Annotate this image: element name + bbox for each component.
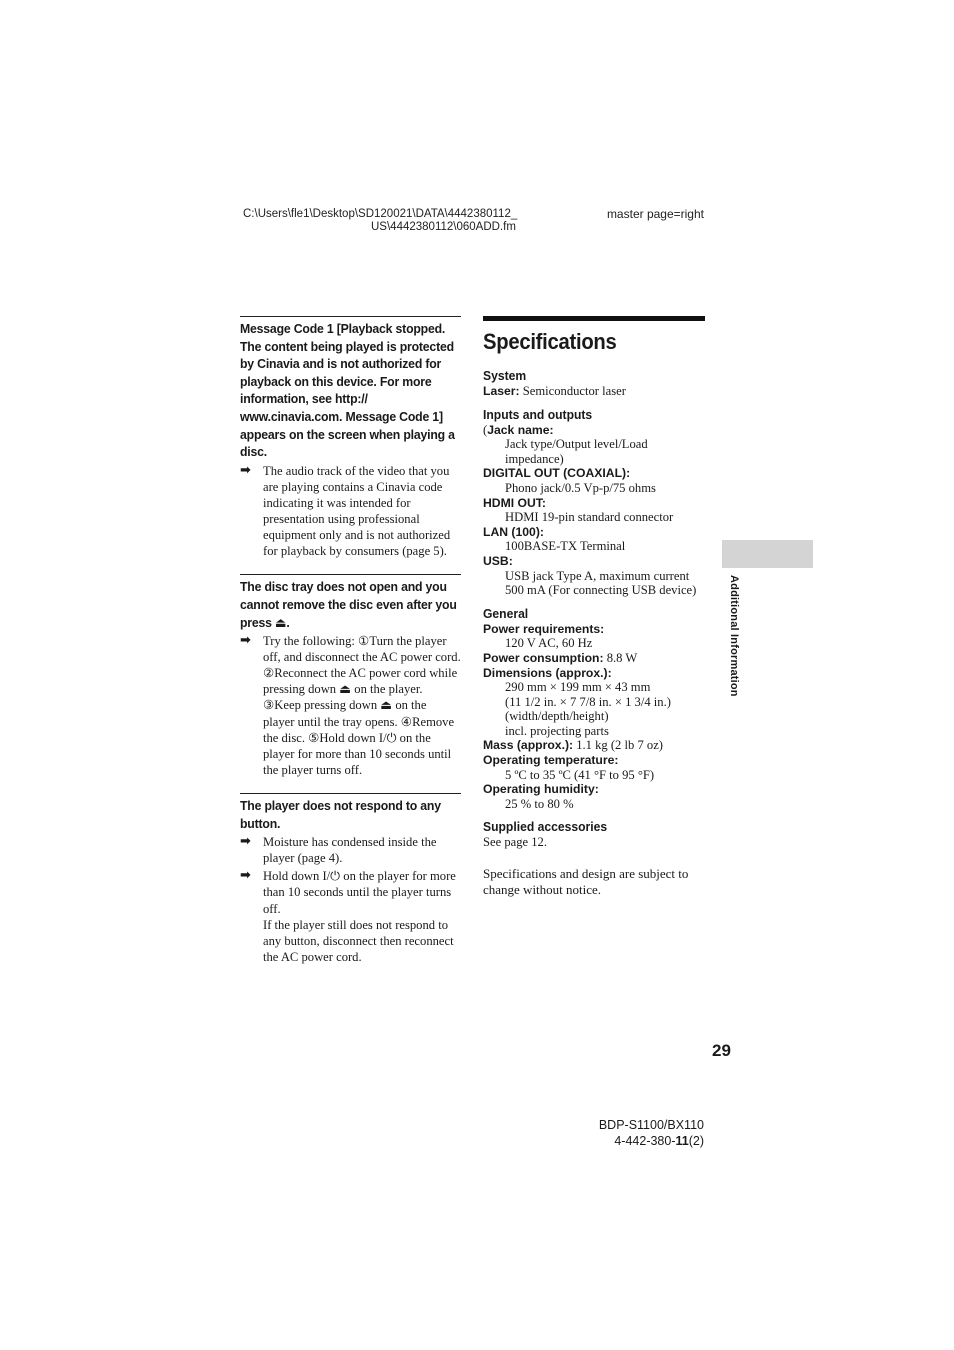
trouble-item [240, 574, 461, 778]
page-number: 29 [712, 1041, 731, 1060]
file-path [243, 208, 523, 234]
spec-key: LAN (100): [483, 524, 544, 539]
spec-value: See page 12. [483, 835, 547, 850]
remedy-text: Try the following: ①Turn the player off, and disconnect the AC power cord. ②Reconnect the AC power cord while pressing down ⏏ on the player. ③Keep pressing down ⏏ on the player until the tray opens. ④Remove the disc. ⑤Hold down I/⏻ on the player for more than 10 seconds until the player turns off. [263, 634, 461, 777]
spec-row [483, 753, 705, 768]
spec-value: (11 1/2 in. × 7 7/8 in. × 1 3/4 in.) [505, 694, 671, 709]
model-code-prefix: 4-442-380- [614, 1134, 676, 1148]
spec-value: 290 mm × 199 mm × 43 mm [505, 680, 651, 695]
spec-row: (Jack name: [483, 422, 554, 437]
remedy [240, 633, 461, 778]
spec-value: 100BASE-TX Terminal [505, 539, 626, 554]
arrow-right-icon: ➡ [240, 868, 251, 884]
trouble-item [240, 316, 461, 559]
spec-row [483, 782, 705, 797]
spec-value: Jack type/Output level/Load impedance) [505, 437, 648, 466]
spec-value: 1.1 kg (2 lb 7 oz) [576, 738, 663, 753]
model-code-suffix: (2) [688, 1134, 704, 1148]
spec-row [483, 384, 705, 399]
remedy-text: The audio track of the video that you are playing contains a Cinavia code indicating it was intended for presentation using professional equipment only and is not authorized for playback by consumers (page 5). [263, 463, 451, 559]
model-info [599, 1117, 704, 1149]
spec-key: Operating temperature: [483, 753, 619, 768]
spec-value: 500 mA (For connecting USB device) [505, 583, 697, 598]
spec-key: Laser: [483, 384, 520, 398]
spec-row [483, 554, 705, 569]
spec-row [483, 738, 705, 753]
file-path-line2: US\4442380112\060ADD.fm [371, 221, 516, 233]
specs-notice: Specifications and design are subject to change without notice. [483, 866, 689, 898]
spec-value: HDMI 19-pin standard connector [505, 510, 674, 525]
spec-value: USB jack Type A, maximum current [505, 568, 690, 583]
page-title: Specifications [483, 329, 617, 354]
trouble-item [240, 793, 461, 965]
spec-value: incl. projecting parts [505, 723, 609, 738]
trouble-title: The player does not respond to any button. [240, 797, 441, 831]
model-name: BDP-S1100/BX110 [598, 1118, 704, 1132]
spec-key: Power consumption: [483, 650, 604, 665]
spec-row [483, 525, 705, 540]
trouble-title: Message Code 1 [Playback stopped. The content being played is protected by Cinavia and is not authorized for playback on this device. For more information, see http:// www.cinavia.com. Message Code 1] appears on the screen when playing a disc. [240, 321, 455, 460]
spec-value: Phono jack/0.5 Vp-p/75 ohms [505, 480, 656, 495]
remedy-text: Moisture has condensed inside the player (page 4). [263, 835, 437, 866]
section-heading: Supplied accessories [483, 819, 608, 835]
spec-key: HDMI OUT: [483, 495, 546, 510]
remedy-text [263, 868, 461, 965]
model-code [599, 1133, 704, 1149]
spec-value: 25 % to 80 % [505, 796, 574, 811]
spec-row [483, 651, 705, 666]
spec-value: 5 ºC to 35 ºC (41 °F to 95 °F) [505, 767, 655, 782]
remedy [240, 868, 461, 965]
section-heading: General [483, 605, 529, 621]
spec-key: Jack name: [487, 422, 554, 437]
spec-value: (width/depth/height) [505, 709, 609, 724]
troubleshooting-column [240, 316, 461, 980]
arrow-right-icon: ➡ [240, 462, 251, 478]
remedy-line: Hold down I/⏻ on the player for more than 10 seconds until the player turns off. [263, 869, 456, 916]
section-heading: System [483, 368, 527, 383]
spec-row [483, 622, 705, 637]
spec-key: DIGITAL OUT (COAXIAL): [483, 466, 631, 481]
spec-key: Operating humidity: [483, 782, 599, 797]
spec-key: USB: [483, 553, 513, 568]
spec-key: Power requirements: [483, 621, 605, 636]
spec-value: 120 V AC, 60 Hz [505, 636, 593, 651]
section-heading: Inputs and outputs [483, 406, 593, 422]
spec-row [483, 666, 705, 681]
remedy-extra: If the player still does not respond to any button, disconnect then reconnect the AC power cord. [263, 917, 454, 964]
arrow-right-icon: ➡ [240, 834, 251, 850]
specifications-column [483, 316, 705, 898]
arrow-right-icon: ➡ [240, 633, 251, 649]
section-tab [722, 540, 813, 568]
title-rule [483, 316, 705, 321]
model-code-bold: 11 [675, 1134, 689, 1148]
spec-value: 8.8 W [606, 650, 638, 665]
section-tab-text: Additional Information [728, 575, 740, 697]
remedy [240, 834, 461, 866]
remedy [240, 463, 461, 560]
spec-row [483, 496, 705, 511]
spec-key: Mass (approx.): [483, 738, 574, 753]
spec-row [483, 466, 705, 481]
master-page-label: master page=right [606, 207, 704, 221]
file-path-line1: C:\Users\fle1\Desktop\SD120021\DATA\4442380112_ [243, 208, 518, 220]
spec-key: Dimensions (approx.): [483, 665, 612, 680]
trouble-title: The disc tray does not open and you cannot remove the disc even after you press ⏏. [240, 579, 457, 630]
spec-value: Semiconductor laser [522, 384, 626, 398]
section-tab-label [726, 575, 742, 705]
